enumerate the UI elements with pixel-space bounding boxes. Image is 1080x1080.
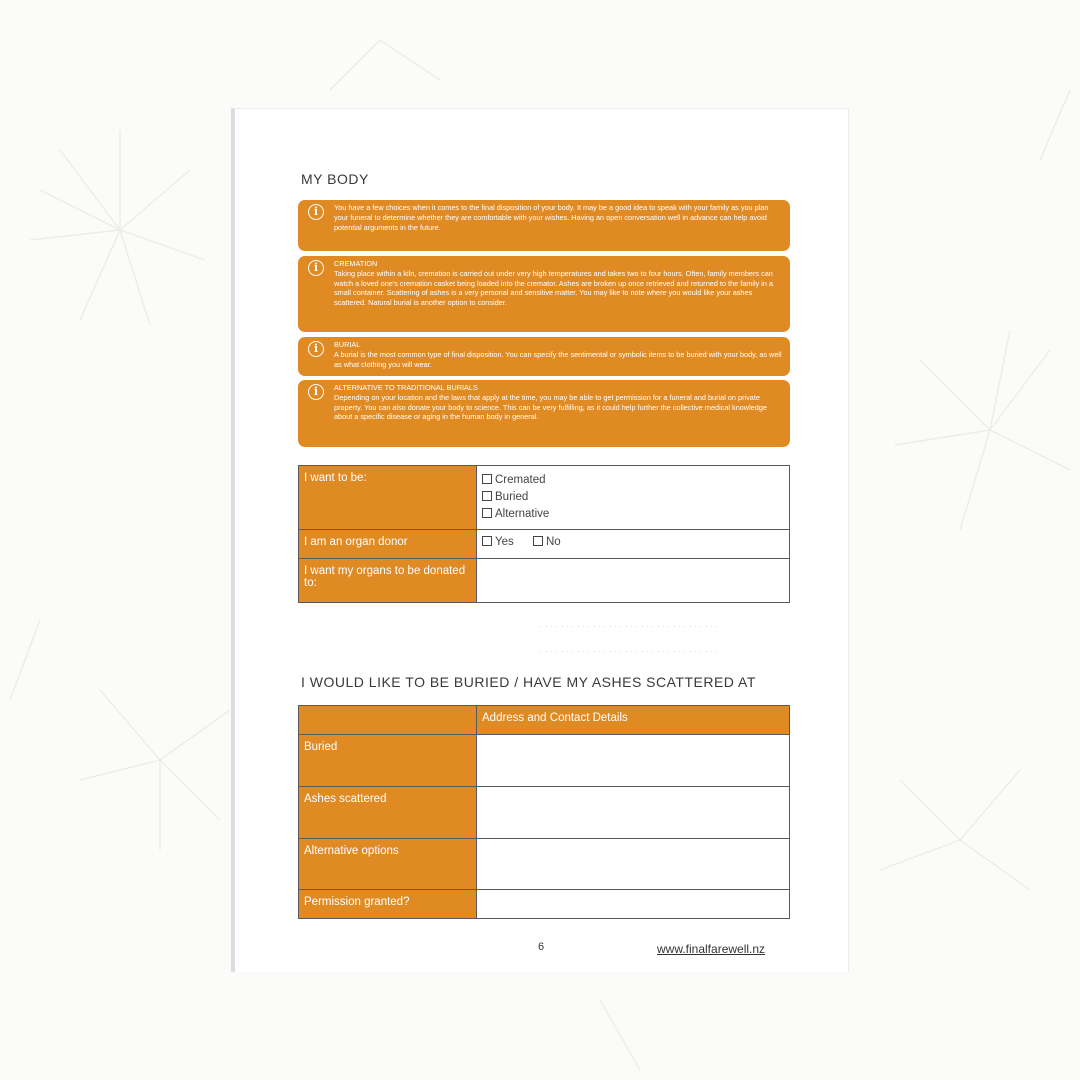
table-row	[299, 466, 790, 530]
info-icon: i	[308, 341, 324, 357]
info-text: A burial is the most common type of final disposition. You can specify the sentimental or symbolic items to be buried with your body, as well as what clothing you will wear.	[334, 349, 782, 369]
info-block-cremation	[298, 256, 790, 332]
table-row	[299, 787, 790, 839]
alternative-option[interactable]: Alternative	[482, 506, 784, 523]
info-title: ALTERNATIVE TO TRADITIONAL BURIALS	[334, 383, 478, 392]
info-text: You have a few choices when it comes to the final disposition of your body. It may be a good idea to speak with your family as you plan your funeral to determine whether they are comfortable with your wishes. Having an open conversation well in advance can help avoid potential arguments in the future.	[334, 203, 769, 232]
faint-mark: . . . . . . . . . . . . . . . . . . . . . . . . . . . . . . . . . .	[540, 623, 719, 629]
table-row	[299, 706, 790, 735]
ashes-address-field[interactable]	[477, 787, 790, 839]
buried-option[interactable]: Buried	[482, 489, 784, 506]
alternative-checkbox[interactable]	[482, 508, 492, 518]
info-text: Depending on your location and the laws that apply at the time, you may be able to get permission for a funeral and burial on private property. You can also donate your body to science. This can be very fulfilling, as it could help further the collective medical knowledge about a specific disease or aging in the human body in general.	[334, 392, 767, 422]
yes-checkbox[interactable]	[482, 536, 492, 546]
table-row	[299, 559, 790, 603]
document-page	[231, 108, 849, 972]
address-column-header: Address and Contact Details	[477, 706, 790, 735]
table-row	[299, 839, 790, 890]
info-title: BURIAL	[334, 340, 361, 349]
table-row	[299, 530, 790, 559]
permission-granted-label: Permission granted?	[299, 890, 477, 919]
organs-donated-label: I want my organs to be donated to:	[299, 559, 477, 603]
location-form-table	[298, 705, 790, 919]
disposition-form-table	[298, 465, 790, 603]
buried-checkbox[interactable]	[482, 491, 492, 501]
organ-donor-options	[477, 530, 790, 559]
alternative-address-field[interactable]	[477, 839, 790, 890]
my-body-heading: MY BODY	[301, 171, 369, 187]
page-number: 6	[538, 941, 545, 953]
faint-mark: . . . . . . . . . . . . . . . . . . . . . . . . . . . . . . . . . .	[540, 648, 719, 654]
info-block-alternative	[298, 380, 790, 447]
no-option[interactable]: No	[533, 536, 561, 548]
info-icon: i	[308, 384, 324, 400]
yes-option[interactable]: Yes	[482, 536, 514, 548]
info-block-burial	[298, 337, 790, 376]
permission-field[interactable]	[477, 890, 790, 919]
want-to-be-label: I want to be:	[299, 466, 477, 530]
organ-donor-label: I am an organ donor	[299, 530, 477, 559]
cremated-option[interactable]: Cremated	[482, 472, 784, 489]
buried-label: Buried	[299, 735, 477, 787]
info-text: Taking place within a kiln, cremation is carried out under very high temperatures and takes two to four hours. Often, family members can watch a loved one's cremation casket being loaded into the cremator. Ashes are broken up once retrieved and returned to the family in a small container. Scattering of ashes is a very personal and sensitive matter. You may like to note where you would like your ashes scattered. Natural burial is another option to consider.	[334, 268, 774, 308]
corner-cell	[299, 706, 477, 735]
ashes-scattered-label: Ashes scattered	[299, 787, 477, 839]
info-title: CREMATION	[334, 259, 378, 268]
organs-donated-field[interactable]	[477, 559, 790, 603]
info-block-intro	[298, 200, 790, 251]
website-link[interactable]: www.finalfarewell.nz	[657, 942, 766, 956]
info-icon: i	[308, 204, 324, 220]
buried-scattered-heading: I WOULD LIKE TO BE BURIED / HAVE MY ASHES SCATTERED AT	[301, 674, 756, 690]
info-icon: i	[308, 260, 324, 276]
table-row	[299, 890, 790, 919]
table-row	[299, 735, 790, 787]
cremated-checkbox[interactable]	[482, 474, 492, 484]
no-checkbox[interactable]	[533, 536, 543, 546]
buried-address-field[interactable]	[477, 735, 790, 787]
disposition-options	[477, 466, 790, 530]
alternative-options-label: Alternative options	[299, 839, 477, 890]
